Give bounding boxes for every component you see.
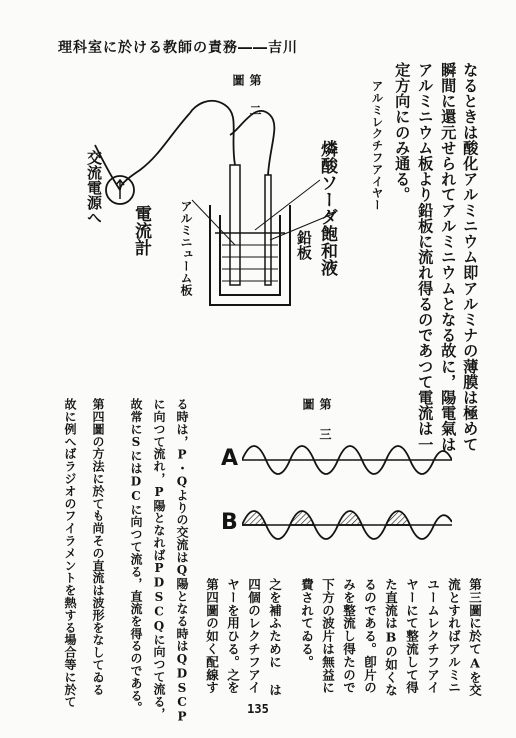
- lower-right-column-13: 第四圖の如く配線す: [204, 578, 220, 695]
- lower-left-column-1: る時は，P・Qよりの交流はQ陽となる時はQDSCP: [175, 398, 189, 724]
- wave-b-tail: [434, 515, 452, 525]
- wave-b-half-4: [386, 511, 410, 525]
- figure2-title: 第 二 圖: [231, 74, 262, 134]
- container-outer: [210, 205, 290, 305]
- lower-left-column-4: 第四圖の方法に於ても尚その直流は波形をなしてゐる: [91, 398, 105, 696]
- label-ammeter: 電流計: [131, 205, 151, 256]
- wire-top: [190, 101, 235, 165]
- lower-right-column-8: 下方の波片は無益に: [320, 578, 336, 695]
- aluminum-plate: [230, 165, 240, 285]
- figure-caption-rectifier: アルミレクチフアイヤー: [370, 80, 385, 211]
- lower-left-column-3: 故常にSにはDCに向つて流る，直流を得るのである。: [129, 398, 143, 714]
- lower-right-column-7: みを整流し得たので: [341, 578, 357, 695]
- lower-right-column-2: 流とすればアルミニ: [446, 578, 462, 695]
- wave-b-lower-2: [314, 525, 338, 539]
- label-aluminum-plate: アルミニューム板: [179, 200, 193, 296]
- label-ac-source: 交流電源へ: [85, 150, 103, 225]
- figure3-waves: [242, 430, 452, 560]
- top-text-column-3: アルミニウム板より鉛板に流れ得るのであつて電流は一: [416, 62, 435, 452]
- lower-left-column-5: 故に例へばラジオのフイラメントを熱する場合等に於て: [63, 398, 77, 708]
- lower-right-column-11: 四個のレクチフアイ: [246, 578, 262, 695]
- label-lead-plate: 鉛板: [295, 230, 313, 260]
- figure3-title: 第 三 圖: [301, 398, 332, 458]
- lower-right-column-12: ヤーを用ひる。之を: [225, 578, 241, 695]
- lower-right-column-9: 費されてゐる。: [299, 578, 315, 669]
- running-head: 理科室に於ける教師の責務――吉川: [58, 40, 298, 56]
- wave-b-lower-4: [410, 525, 434, 539]
- top-text-column-4: 定方向にのみ通る。: [393, 62, 412, 203]
- wave-b-label: B: [221, 510, 238, 535]
- page-number: 135: [247, 702, 269, 716]
- wave-b-lower-1: [266, 525, 290, 539]
- label-phosphate-solution: 燐酸ソーダ飽和液: [317, 140, 337, 276]
- wave-b-lower-3: [362, 525, 386, 539]
- lower-right-column-6: るのである。卽片の: [362, 578, 378, 695]
- wave-b-half-1: [242, 511, 266, 525]
- top-text-column-1: なるときは酸化アルミニウム即アルミナの薄膜は極めて: [461, 62, 480, 452]
- lower-right-column-1: 第三圖に於てAを交: [467, 578, 483, 697]
- wave-a-label: A: [221, 446, 239, 471]
- lower-right-column-4: ヤーにて整流して得: [404, 578, 420, 695]
- wire-ammeter: [120, 113, 190, 190]
- lower-left-column-2: に向つて流れ，P陽となればPDSCQに向つて流る，: [152, 398, 166, 720]
- figure2-diagram: [80, 95, 350, 315]
- lower-right-column-3: ユームレクチフアイ: [425, 578, 441, 695]
- lower-right-column-10: 之を補ふために は: [267, 578, 283, 697]
- wave-b-half-2: [290, 511, 314, 525]
- lower-right-column-5: た直流はBの如くな: [383, 578, 399, 697]
- wave-b-half-3: [338, 511, 362, 525]
- top-text-column-2: 瞬間に還元せられてアルミニウムとなる故に，陽電氣は: [439, 62, 458, 452]
